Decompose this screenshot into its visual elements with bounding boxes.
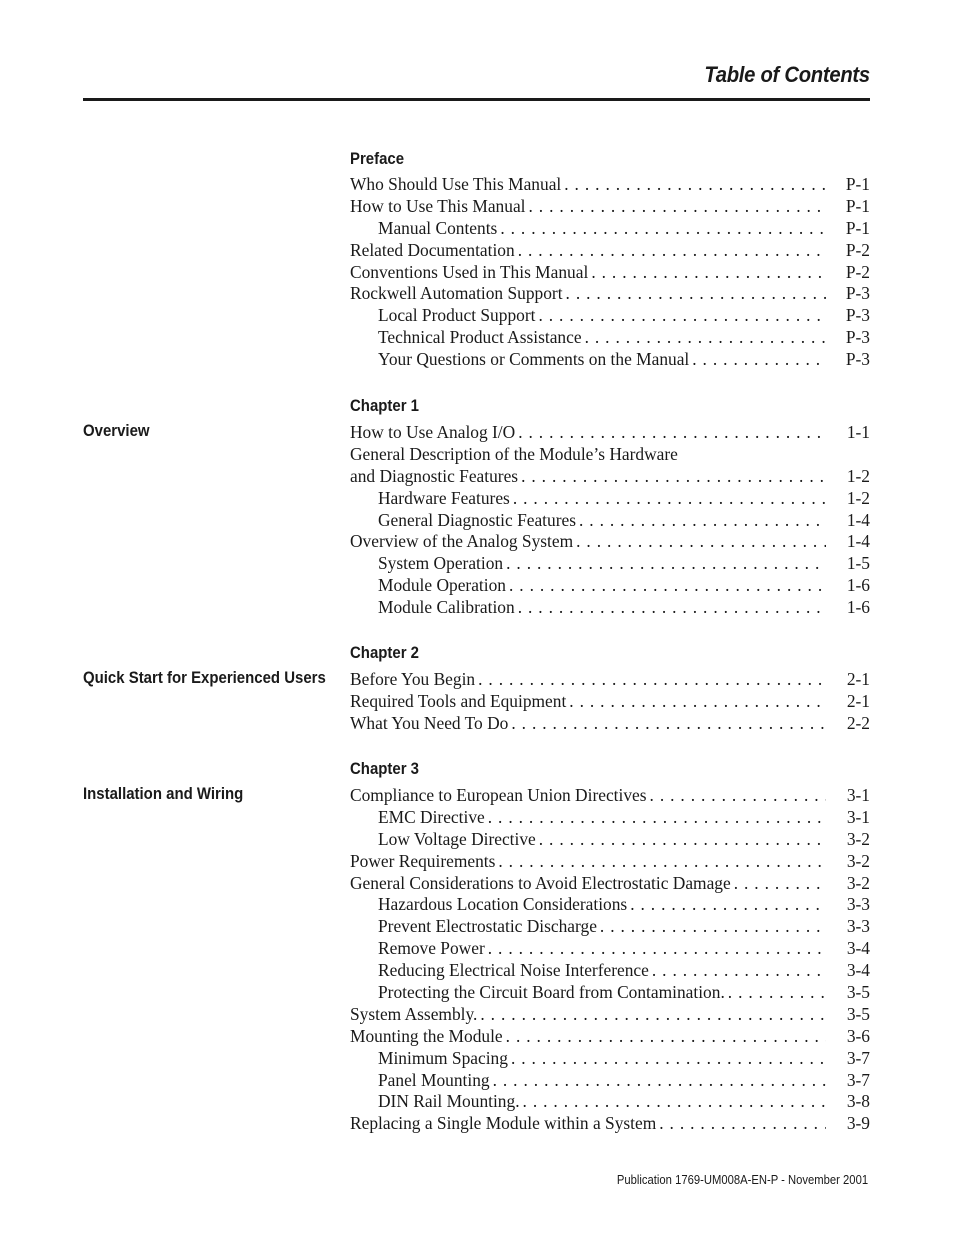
- toc-entry-text: Related Documentation: [350, 239, 515, 260]
- toc-entry-text: Protecting the Circuit Board from Contamination.: [378, 982, 725, 1003]
- dot-leader: [573, 531, 826, 553]
- dot-leader: [725, 982, 826, 1004]
- toc-entry-text: How to Use Analog I/O: [350, 422, 516, 442]
- toc-page-number: 3-3: [846, 894, 870, 915]
- toc-entry-text: Rockwell Automation Support: [350, 283, 563, 304]
- toc-entry-text: Who Should Use This Manual: [350, 174, 562, 194]
- toc-entry-text: What You Need To Do: [350, 712, 509, 733]
- toc-entry[interactable]: [350, 960, 870, 982]
- toc-page-number: 3-3: [846, 916, 870, 937]
- dot-leader: [520, 1091, 826, 1113]
- toc-entry[interactable]: [350, 466, 870, 488]
- dot-leader: [647, 785, 826, 807]
- toc-entry[interactable]: [350, 1004, 870, 1026]
- dot-leader: [597, 916, 826, 938]
- dot-leader: [561, 174, 826, 196]
- toc-page-number: 2-1: [846, 669, 870, 689]
- dot-leader: [649, 960, 826, 982]
- dot-leader: [526, 196, 826, 218]
- toc-entry[interactable]: [350, 327, 870, 349]
- dot-leader: [503, 553, 826, 575]
- toc-entry[interactable]: [350, 553, 870, 575]
- toc-entry[interactable]: [350, 669, 870, 691]
- toc-entry-list: [350, 422, 870, 619]
- dot-leader: [506, 575, 826, 597]
- toc-page-number: P-1: [845, 195, 870, 216]
- toc-page-number: 1-6: [846, 575, 870, 596]
- toc-entry[interactable]: [350, 691, 870, 713]
- dot-leader: [535, 305, 826, 327]
- toc-page-number: P-3: [845, 349, 870, 370]
- toc-page-number: 2-2: [846, 712, 870, 733]
- toc-entry-text: Module Calibration: [378, 597, 515, 618]
- toc-page-number: P-2: [845, 261, 870, 282]
- toc-entry[interactable]: [350, 240, 870, 262]
- toc-page-number: 3-2: [846, 850, 870, 871]
- toc-page-number: P-1: [845, 174, 870, 194]
- toc-entry-text: General Diagnostic Features: [378, 509, 576, 530]
- toc-entry-text: Panel Mounting: [378, 1069, 490, 1090]
- toc-entry[interactable]: [350, 1070, 870, 1092]
- toc-entry[interactable]: [350, 510, 870, 532]
- dot-leader: [588, 262, 826, 284]
- dot-leader: [515, 240, 826, 262]
- toc-entry-text: Low Voltage Directive: [378, 828, 536, 849]
- dot-leader: [497, 218, 826, 240]
- toc-entry[interactable]: [350, 1113, 870, 1135]
- title-divider: [83, 98, 870, 101]
- toc-entry-text: Remove Power: [378, 938, 485, 959]
- toc-entry[interactable]: [350, 873, 870, 895]
- toc-page-number: P-3: [845, 305, 870, 326]
- toc-entry-text: Your Questions or Comments on the Manual: [378, 349, 690, 370]
- toc-entry-text: Overview of the Analog System: [350, 531, 574, 552]
- toc-page-number: P-3: [845, 327, 870, 348]
- toc-entry-text: Reducing Electrical Noise Interference: [378, 960, 649, 981]
- dot-leader: [510, 488, 826, 510]
- chapter-title: Quick Start for Experienced Users: [83, 668, 326, 687]
- dot-leader: [731, 873, 826, 895]
- toc-entry[interactable]: [350, 982, 870, 1004]
- toc-entry-text: Prevent Electrostatic Discharge: [378, 916, 597, 937]
- dot-leader: [518, 466, 826, 488]
- toc-entry-text: System Operation: [378, 553, 504, 574]
- toc-entry-text: EMC Directive: [378, 806, 485, 827]
- toc-entry-text: Required Tools and Equipment: [350, 690, 567, 711]
- section-label: Chapter 3: [350, 759, 420, 778]
- toc-entry-list: [350, 174, 870, 371]
- toc-entry[interactable]: [350, 283, 870, 305]
- dot-leader: [515, 422, 826, 444]
- dot-leader: [515, 597, 826, 619]
- toc-entry[interactable]: [350, 785, 870, 807]
- toc-entry[interactable]: [350, 531, 870, 553]
- toc-page-number: 3-7: [846, 1069, 870, 1090]
- toc-entry[interactable]: [350, 894, 870, 916]
- toc-entry-text: Compliance to European Union Directives: [350, 785, 647, 805]
- dot-leader: [627, 894, 826, 916]
- toc-entry-text: Hardware Features: [378, 487, 510, 508]
- dot-leader: [485, 807, 826, 829]
- toc-entry-text: DIN Rail Mounting.: [378, 1091, 520, 1112]
- toc-entry-list: [350, 785, 870, 1135]
- toc-page-number: 1-5: [846, 553, 870, 574]
- toc-entry[interactable]: [350, 938, 870, 960]
- toc-page-number: 3-9: [846, 1113, 870, 1134]
- toc-entry[interactable]: [350, 218, 870, 240]
- toc-page-number: 2-1: [846, 690, 870, 711]
- toc-page-number: 1-4: [846, 531, 870, 552]
- chapter-title: Overview: [83, 421, 150, 440]
- dot-leader: [485, 938, 826, 960]
- toc-page-number: 1-6: [846, 597, 870, 618]
- toc-entry-text: and Diagnostic Features: [350, 465, 519, 486]
- toc-entry[interactable]: [350, 851, 870, 873]
- toc-entry[interactable]: [350, 444, 870, 466]
- dot-leader: [503, 1026, 826, 1048]
- publication-footer: Publication 1769-UM008A-EN-P - November 2001: [616, 1173, 868, 1187]
- toc-entry-text: Minimum Spacing: [378, 1047, 508, 1068]
- toc-entry-text: Mounting the Module: [350, 1025, 503, 1046]
- dot-leader: [689, 349, 826, 371]
- toc-entry[interactable]: [350, 305, 870, 327]
- toc-entry[interactable]: [350, 1048, 870, 1070]
- toc-entry-text: System Assembly.: [350, 1003, 478, 1024]
- page-title: Table of Contents: [704, 62, 870, 87]
- dot-leader: [582, 327, 826, 349]
- toc-page-number: 3-2: [846, 872, 870, 893]
- toc-page-number: 3-5: [846, 982, 870, 1003]
- toc-page-number: P-2: [845, 239, 870, 260]
- toc-page-number: 3-8: [846, 1091, 870, 1112]
- chapter-title: Installation and Wiring: [83, 784, 244, 803]
- dot-leader: [475, 669, 826, 691]
- toc-entry[interactable]: [350, 488, 870, 510]
- section-label: Chapter 1: [350, 396, 420, 415]
- section-label: Preface: [350, 149, 405, 168]
- dot-leader: [536, 829, 826, 851]
- toc-page-number: 1-1: [846, 422, 870, 442]
- toc-entry[interactable]: [350, 262, 870, 284]
- toc-entry[interactable]: [350, 422, 870, 444]
- toc-entry-text: Manual Contents: [378, 217, 498, 238]
- dot-leader: [495, 851, 826, 873]
- toc-entry-text: Hazardous Location Considerations: [378, 894, 628, 915]
- toc-entry[interactable]: [350, 713, 870, 735]
- toc-entry[interactable]: [350, 575, 870, 597]
- toc-page-number: 3-4: [846, 938, 870, 959]
- toc-page-number: 3-2: [846, 828, 870, 849]
- toc-entry[interactable]: [350, 174, 870, 196]
- dot-leader: [490, 1070, 826, 1092]
- dot-leader: [576, 510, 826, 532]
- toc-entry[interactable]: [350, 829, 870, 851]
- dot-leader: [563, 283, 826, 305]
- toc-entry[interactable]: [350, 1026, 870, 1048]
- toc-page-number: 3-6: [846, 1025, 870, 1046]
- dot-leader: [508, 1048, 826, 1070]
- dot-leader: [566, 691, 826, 713]
- toc-page-number: 3-7: [846, 1047, 870, 1068]
- toc-entry[interactable]: [350, 597, 870, 619]
- toc-entry-text: Replacing a Single Module within a System: [350, 1113, 657, 1134]
- dot-leader: [508, 713, 826, 735]
- toc-page-number: 3-1: [846, 785, 870, 805]
- toc-entry-text: Module Operation: [378, 575, 506, 596]
- dot-leader: [656, 1113, 826, 1135]
- toc-entry-text: Technical Product Assistance: [378, 327, 582, 348]
- toc-entry[interactable]: [350, 349, 870, 371]
- toc-entry[interactable]: [350, 916, 870, 938]
- toc-entry-text: General Considerations to Avoid Electrostatic Damage: [350, 872, 731, 893]
- toc-page-number: 3-4: [846, 960, 870, 981]
- toc-page-number: 1-2: [846, 465, 870, 486]
- toc-entry-list: [350, 669, 870, 735]
- toc-entry-text: How to Use This Manual: [350, 195, 526, 216]
- toc-entry-text: General Description of the Module’s Hardware: [350, 443, 678, 464]
- toc-entry-text: Conventions Used in This Manual: [350, 261, 589, 282]
- toc-page-number: P-1: [845, 217, 870, 238]
- toc-page-number: 1-2: [846, 487, 870, 508]
- section-label: Chapter 2: [350, 643, 420, 662]
- toc-entry-text: Before You Begin: [350, 669, 476, 689]
- dot-leader: [477, 1004, 826, 1026]
- toc-page-number: P-3: [845, 283, 870, 304]
- toc-entry-text: Power Requirements: [350, 850, 496, 871]
- toc-page-number: 3-5: [846, 1003, 870, 1024]
- toc-entry[interactable]: [350, 807, 870, 829]
- toc-entry[interactable]: [350, 196, 870, 218]
- toc-entry-text: Local Product Support: [378, 305, 536, 326]
- toc-page-number: 1-4: [846, 509, 870, 530]
- toc-entry[interactable]: [350, 1091, 870, 1113]
- toc-page-number: 3-1: [846, 806, 870, 827]
